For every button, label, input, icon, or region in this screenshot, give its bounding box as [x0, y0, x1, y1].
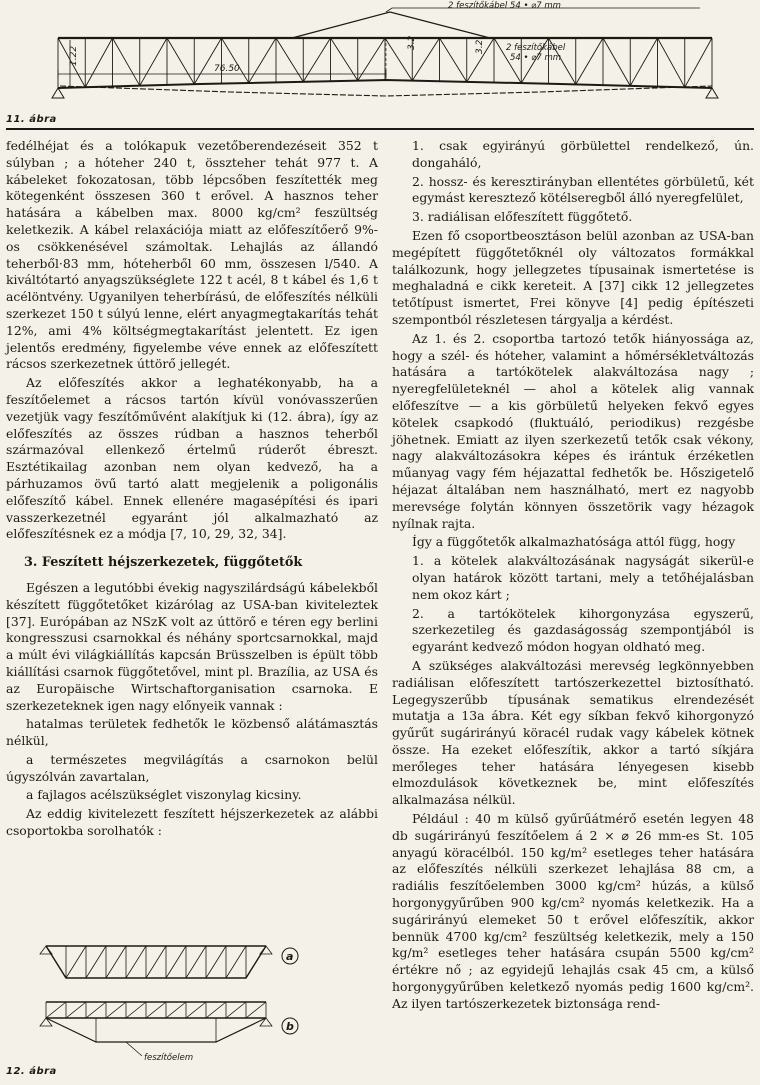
tension-element-label: feszítőelem: [144, 1053, 194, 1063]
right-paragraph-5: Például : 40 m külső gyűrűátmérő esetén legyen 48 db sugárirányú feszítőelem á 2 × ⌀ 26 mm-es St. 105 anyagú köracélból. 150 kg/m² esetleges teher hatására az előfeszítés nélküli szerkezet lehajlása 88 cm, a radiális feszítőelemben 3000 kg/cm² húzás, a külső horgonygyűrűben 900 kg/cm² nyomás keletkezik. Ha a sugárirányú elemeket 50 t erővel előfeszítik, akkor bennük 4700 kg/cm² feszültség keletkezik, mely a 150 kg/m² esetleges teher hatására csupán 5500 kg/cm² értékre nő ; az egyidejű lehajlás csak 45 cm, a külső horgonygyűrűben keletkező nyomás pedig 1600 kg/cm². Az ilyen tartószerkezetek biztonsága rend-: [392, 811, 754, 1011]
figure-12-drawing: [6, 938, 378, 1085]
condition-item-1: 1. a kötelek alakváltozásának nagyságát sikerül-e olyan határok között tartani, mely a tetőhéjalásban nem okoz kárt ;: [412, 553, 754, 602]
span-dimension-label: 76.50: [214, 64, 240, 74]
condition-item-2: 2. a tartókötelek kihorgonyzása egyszerű, szerkezetileg és gazdaságosság szempontjából is egyaránt kedvező módon hogyan oldható meg.: [412, 605, 754, 655]
left-closing-paragraph: Az eddig kivitelezett feszített héjszerkezetek az alábbi csoportokba sorolhatók :: [6, 806, 378, 839]
advantage-item-1: hatalmas területek fedhetők le közbenső alátámasztás nélkül,: [6, 716, 378, 749]
group-item-3: 3. radiálisan előfeszített függőtető.: [412, 209, 633, 225]
figure-11: [0, 0, 760, 125]
left-paragraph-2: Az előfeszítés akkor a leghatékonyabb, ha a feszítőelemet a rácsos tartón kívül vonóvasszerűen vezetjük vagy feszítőművént alakítjuk ki (12. ábra), így az előfeszítés az összes rúdban a hasznos teherből származóval ellenkező értelmű rúderőt ébreszt. Esztétikailag azonban nem olyan kedvező, ha a párhuzamos övű tartó alatt megjelenik a poligonális előfeszítő kábel. Ennek ellenére magasépítési és ipari vasszerkezetnél egyaránt jól alkalmazható az előfeszítésnek ez a módja [7, 10, 29, 32, 34].: [6, 375, 378, 542]
mid-dimension-left: 3.2: [407, 35, 417, 50]
figure-12-label-a: a: [286, 950, 294, 963]
right-column: [392, 138, 754, 1015]
right-paragraph-3: Így a függőtetők alkalmazhatósága attól függ, hogy: [412, 534, 736, 550]
left-paragraph-1: fedélhéjat és a tolókapuk vezetőberendezéseit 352 t súlyban ; a hóteher 240 t, összteher tehát 977 t. A kábeleket fokozatosan, több lépcsőben feszítették meg kötegenként összesen 360 t erővel. A hasznos teher hatására a kábelben max. 8000 kg/cm² feszültség keletkezik. A kábel relaxációja miatt az előfeszítőerő 9%-os csökkenésével számoltak. Lehajlás az állandó teherből·83 mm, hóteherből 60 mm, összesen l/540. A kiváltótartó anyagszükséglete 122 t acél, 8 t kábel és 1,6 t acélöntvény. Ugyanilyen teherbírású, de előfeszítés nélküli szerkezet 150 t súlyú lenne, elért anyagmegtakarítás tehát 12%, ami 4% költségmegtakarítást jelentett. Ez igen jelentős eredmény, figyelembe véve ennek az előfeszített rácsos szerkezetnek úttörő jellegét.: [6, 138, 378, 372]
cable-bottom-label-2: 54 • ⌀7 mm: [510, 53, 562, 63]
figure-12-label-b: b: [286, 1020, 294, 1033]
figure-12: [6, 938, 378, 1085]
advantage-item-3: a fajlagos acélszükséglet viszonylag kicsiny.: [26, 787, 302, 803]
right-paragraph-2: Az 1. és 2. csoportba tartozó tetők hiányossága az, hogy a szél- és hóteher, valamint a hőmérsékletváltozás hatására a tartókötelek alakváltozása nagy ; nyeregfelületeknél — ahol a kötelek alig vannak előfeszítve — a kis görbületű helyeken fekvő egyes kötelek csapkodó (fluktuáló, periodikus) rezgésbe jöhetnek. Emiatt az ilyen szerkezetű tetők csak vékony, nagy alakváltozásokra képes és irántuk érzéketlen műanyag vagy fém héjazattal fedhetők be. Hőszigetelő héjazat általában nem használható, mert ez nagyobb merevsége folytán könnyen összetörik vagy hézagok nyílnak rajta.: [392, 330, 754, 531]
group-item-2: 2. hossz- és keresztirányban ellentétes görbületű, két egymást keresztező kötélseregből álló nyeregfelület,: [412, 173, 754, 206]
advantage-item-2: a természetes megvilágítás a csarnokon belül úgyszólván zavartalan,: [6, 751, 378, 784]
cable-bottom-label-1: 2 feszítőkábel: [506, 43, 566, 53]
mid-dimension-right: 3.2: [475, 39, 485, 54]
group-item-1: 1. csak egyirányú görbülettel rendelkező, ún. dongaháló,: [412, 138, 754, 170]
section-heading: 3. Feszített héjszerkezetek, függőtetők: [24, 555, 303, 571]
right-paragraph-4: A szükséges alakváltozási merevség legkönnyebben radiálisan előfeszített tartószerkezettel biztosítható. Legegyszerűbb típusának sematikus elrendezését mutatja a 13a ábra. Két egy síkban fekvő kihorgonyzó gyűrűt sugárirányú köracél rudak vagy kábelek kötnek össze. Ha ezeket előfeszítik, akkor a tartó síkjára merőleges teher hatására lényegesen kisebb elmozdulások következnek be, mint előfeszítés alkalmazása nélkül.: [392, 657, 754, 808]
left-column: [6, 138, 378, 842]
left-paragraph-3: Egészen a legutóbbi évekig nagyszilárdságú kábelekből készített függőtetőket kizárólag az USA-ban kiviteleztek [37]. Európában az NSzK volt az úttörő e téren egy berlini kongresszusi csarnokkal és néhány sportcsarnokkal, majd a múlt évi világkiállítás kapcsán Brüsszelben is épült több kiállítási csarnok függőtetővel, mint pl. Brazília, az USA és az Europäische Wirtschaftorganisation csarnoka. E szerkezeteknek igen nagy előnyeik vannak :: [6, 579, 378, 713]
right-paragraph-1: Ezen fő csoportbeosztáson belül azonban az USA-ban megépített függőtetőknél oly változatos formákkal találkozunk, hogy jellegzetes típusainak ismertetése is meghaladná e cikk kereteit. A [37] cikk 12 jellegzetes tetőtípust ismertet, Frei könyve [4] pedig építészeti szempontból részletesen tárgyalja a kérdést.: [392, 227, 754, 327]
height-dimension-label: 1.22: [69, 45, 79, 66]
cable-top-label: 2 feszítőkábel 54 • ⌀7 mm: [448, 1, 561, 11]
figure-12-caption: 12. ábra: [6, 1066, 57, 1077]
section-divider: [6, 128, 754, 130]
figure-11-caption: 11. ábra: [6, 114, 57, 125]
figure-11-drawing: [0, 0, 760, 112]
